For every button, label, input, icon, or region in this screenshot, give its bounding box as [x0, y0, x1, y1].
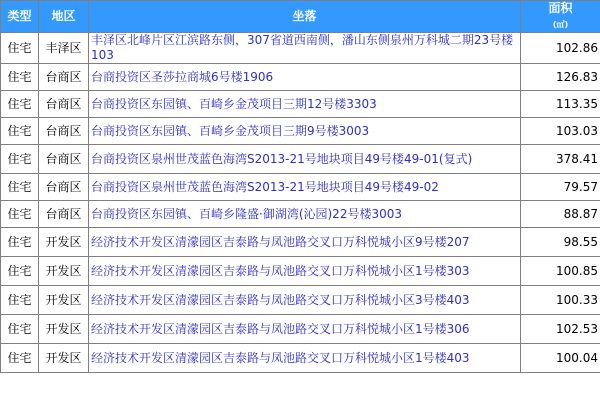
header-area [521, 1, 600, 33]
table-row [1, 174, 600, 201]
header-area-unit: (㎡) [552, 20, 569, 29]
table-row [1, 91, 600, 118]
row-area: 378.41 [521, 145, 600, 174]
row-region: 台商区 [39, 118, 89, 145]
table-row [1, 145, 600, 174]
row-area: 100.85 [521, 257, 600, 286]
row-type: 住宅 [1, 257, 39, 286]
table-row [1, 286, 600, 315]
row-type: 住宅 [1, 33, 39, 64]
header-region: 地区 [39, 1, 89, 33]
row-location: 台商投资区圣莎拉商城6号楼1906 [89, 64, 521, 91]
row-region: 开发区 [39, 228, 89, 257]
row-type: 住宅 [1, 91, 39, 118]
row-area: 102.86 [521, 33, 600, 64]
row-area: 102.53 [521, 315, 600, 344]
row-region: 开发区 [39, 257, 89, 286]
table-row [1, 64, 600, 91]
row-region: 开发区 [39, 315, 89, 344]
row-type: 住宅 [1, 228, 39, 257]
row-region: 台商区 [39, 64, 89, 91]
row-location: 台商投资区东园镇、百崎乡隆盛·御湖湾(沁园)22号楼3003 [89, 201, 521, 228]
table-row [1, 118, 600, 145]
row-location: 丰泽区北峰片区江滨路东侧，307省道西南侧，潘山东侧泉州万科城二期23号楼103 [89, 33, 521, 64]
row-location: 台商投资区泉州世茂蓝色海湾S2013-21号地块项目49号楼49-02 [89, 174, 521, 201]
header-area-label: 面积 [548, 1, 573, 15]
row-location: 经济技术开发区清濛园区吉泰路与凤池路交叉口万科悦城小区1号楼306 [89, 315, 521, 344]
row-region: 丰泽区 [39, 33, 89, 64]
table-row [1, 257, 600, 286]
row-type: 住宅 [1, 344, 39, 373]
row-location: 经济技术开发区清濛园区吉泰路与凤池路交叉口万科悦城小区1号楼303 [89, 257, 521, 286]
row-region: 台商区 [39, 145, 89, 174]
row-type: 住宅 [1, 118, 39, 145]
row-area: 103.03 [521, 118, 600, 145]
row-location: 台商投资区东园镇、百崎乡金茂项目三期12号楼3303 [89, 91, 521, 118]
row-region: 开发区 [39, 286, 89, 315]
table-row [1, 315, 600, 344]
row-region: 台商区 [39, 91, 89, 118]
table-row [1, 33, 600, 64]
table-row [1, 344, 600, 373]
row-area: 88.87 [521, 201, 600, 228]
row-location: 台商投资区东园镇、百崎乡金茂项目三期9号楼3003 [89, 118, 521, 145]
row-area: 100.33 [521, 286, 600, 315]
row-location: 经济技术开发区清濛园区吉泰路与凤池路交叉口万科悦城小区1号楼403 [89, 344, 521, 373]
row-type: 住宅 [1, 286, 39, 315]
row-type: 住宅 [1, 315, 39, 344]
row-location: 经济技术开发区清濛园区吉泰路与凤池路交叉口万科悦城小区9号楼207 [89, 228, 521, 257]
row-type: 住宅 [1, 145, 39, 174]
header-location: 坐落 [89, 1, 521, 33]
header-row [1, 1, 600, 33]
row-type: 住宅 [1, 64, 39, 91]
row-area: 113.35 [521, 91, 600, 118]
row-area: 126.83 [521, 64, 600, 91]
row-type: 住宅 [1, 174, 39, 201]
row-area: 98.55 [521, 228, 600, 257]
row-area: 100.04 [521, 344, 600, 373]
row-region: 台商区 [39, 201, 89, 228]
table-row [1, 228, 600, 257]
row-location: 台商投资区泉州世茂蓝色海湾S2013-21号地块项目49号楼49-01(复式) [89, 145, 521, 174]
table-row [1, 201, 600, 228]
row-type: 住宅 [1, 201, 39, 228]
row-area: 79.57 [521, 174, 600, 201]
header-type: 类型 [1, 1, 39, 33]
row-region: 台商区 [39, 174, 89, 201]
row-location: 经济技术开发区清濛园区吉泰路与凤池路交叉口万科悦城小区3号楼403 [89, 286, 521, 315]
row-region: 开发区 [39, 344, 89, 373]
